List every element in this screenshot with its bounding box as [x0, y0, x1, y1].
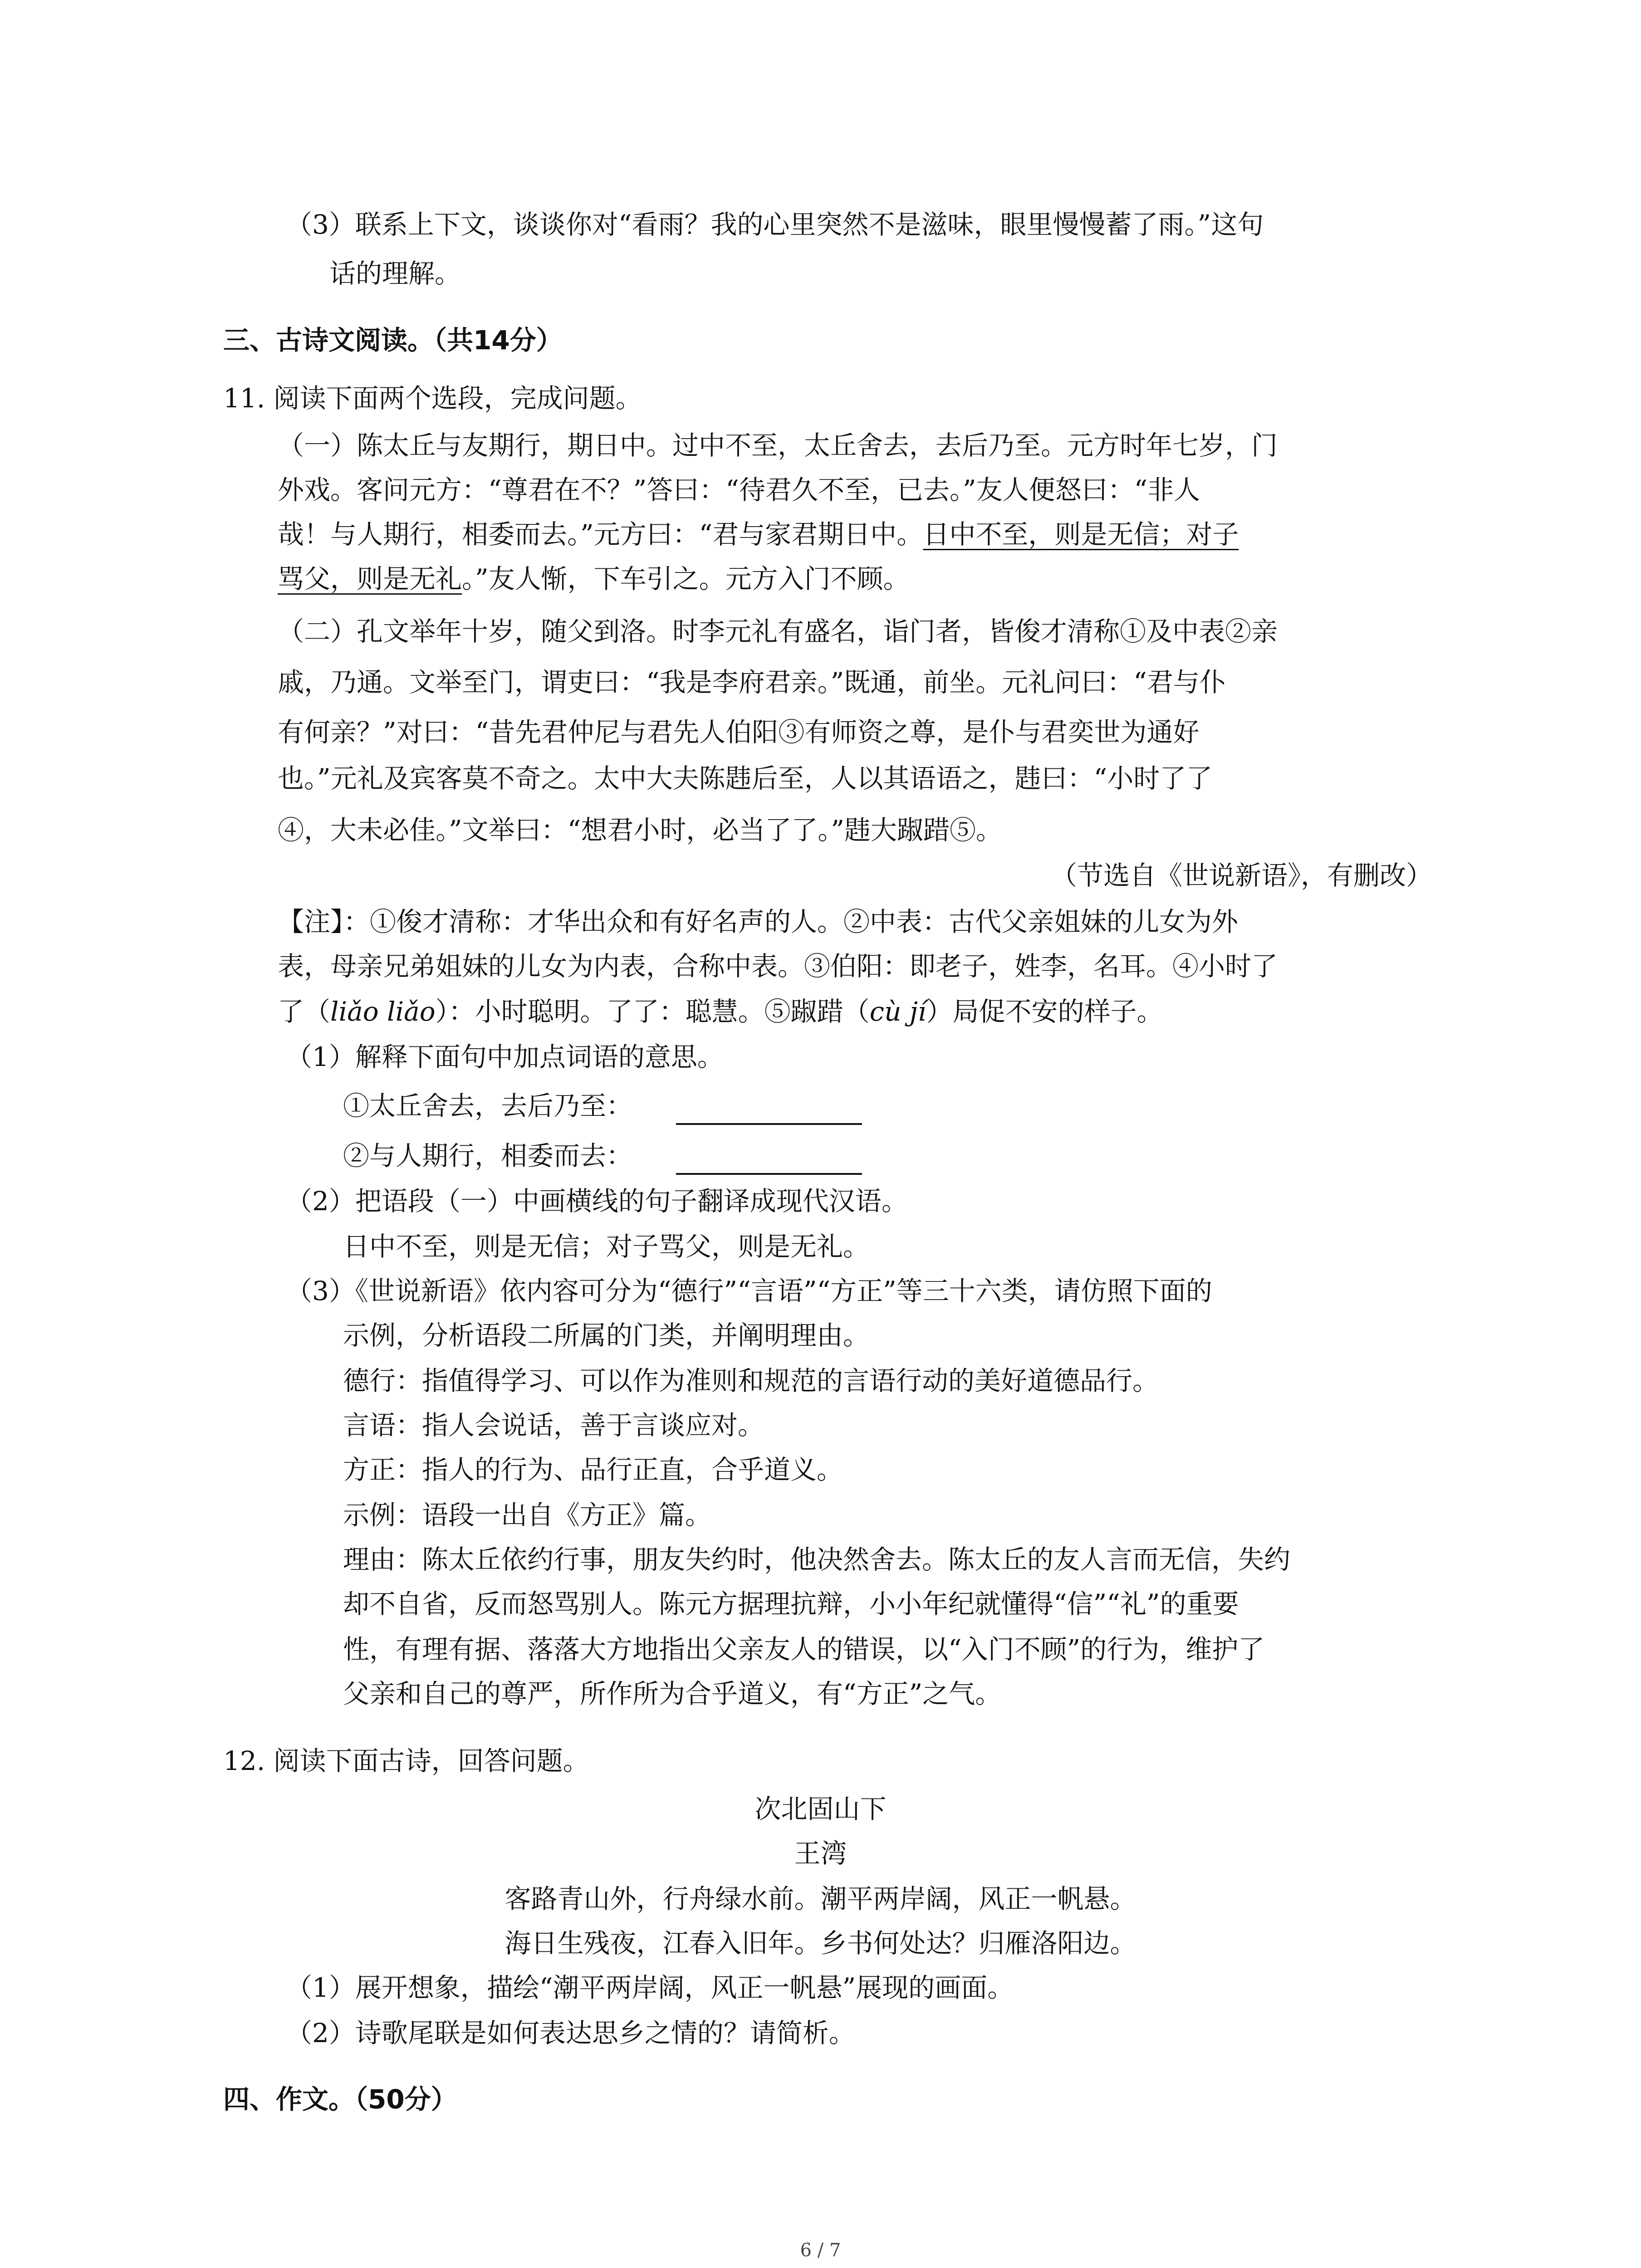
q11-passage1-line3	[278, 516, 1239, 552]
reason-line2: 却不自省，反而怒骂别人。陈元方据理抗辩，小小年纪就懂得“信”“礼”的重要	[343, 1589, 1239, 1619]
q11-sub1-item-a: ①太丘舍去，去后乃至：	[343, 1090, 633, 1121]
q11-passage2-line1-c: 亲	[1251, 616, 1278, 647]
example-line: 示例：语段一出自《方正》篇。	[343, 1500, 712, 1530]
q11-passage2-line4: 也。”元礼及宾客莫不奇之。太中大夫陈韪后至，人以其语语之，韪曰：“小时了了	[278, 763, 1213, 794]
pinyin-liaoliao: liǎo liǎo	[330, 996, 436, 1027]
q11-intro: 11. 阅读下面两个选段，完成问题。	[223, 383, 642, 414]
answer-blank-b[interactable]	[676, 1173, 862, 1175]
q11-sub2-sentence: 日中不至，则是无信；对子骂父，则是无礼。	[343, 1231, 870, 1262]
notes-line3-b: ）：小时聪明。了了：聪慧。⑤踧踖（	[435, 996, 870, 1027]
reason-line3: 性，有理有据、落落大方地指出父亲友人的错误，以“入门不顾”的行为，维护了	[343, 1634, 1265, 1665]
q11-passage2-line3	[278, 714, 1199, 750]
q11-sub1-item-b: ②与人期行，相委而去：	[343, 1140, 633, 1171]
q11-passage1-line2: 外戏。客问元方：“尊君在不？”答曰：“待君久不至，已去。”友人便怒曰：“非人	[278, 474, 1200, 505]
q11-underlined-sentence-part2: 骂父，则是无礼	[278, 563, 462, 594]
footnote-marker-1: ①	[1120, 616, 1146, 647]
q11-passage1-line1: （一）陈太丘与友期行，期日中。过中不至，太丘舍去，去后乃至。元方时年七岁，门	[278, 430, 1278, 461]
q11-passage2-line3-a: 有何亲？”对曰：“昔先君仲尼与君先人伯阳	[278, 717, 779, 748]
definition-fangzheng: 方正：指人的行为、品行正直，合乎道义。	[343, 1454, 843, 1485]
q11-passage1-line4-plain: 。”友人惭，下车引之。元方入门不顾。	[462, 563, 910, 594]
notes-line3-a: 了（	[278, 996, 331, 1027]
pinyin-cuji: cù jí	[869, 996, 926, 1027]
q11-passage2-line1-a: （二）孔文举年十岁，随父到洛。时李元礼有盛名，诣门者，皆俊才清称	[278, 616, 1120, 647]
q11-passage2-line5-b: 。	[976, 815, 1003, 846]
answer-blank-a[interactable]	[676, 1123, 862, 1125]
footnote-marker-4: ④	[278, 815, 304, 846]
reason-line4: 父亲和自己的尊严，所作所为合乎道义，有“方正”之气。	[343, 1678, 1002, 1709]
q10-sub3-line2: 话的理解。	[329, 258, 461, 289]
q11-sub1: （1）解释下面句中加点词语的意思。	[286, 1041, 724, 1072]
section3-heading: 三、古诗文阅读。（共14分）	[223, 325, 563, 356]
q11-passage2-line1-b: 及中表	[1146, 616, 1225, 647]
q11-notes-line3	[278, 993, 1163, 1030]
poem-author: 王湾	[794, 1838, 847, 1869]
q11-notes-line1: 【注】：①俊才清称：才华出众和有好名声的人。②中表：古代父亲姐妹的儿女为外	[278, 906, 1239, 937]
q11-sub3-line1: （3）《世说新语》依内容可分为“德行”“言语”“方正”等三十六类，请仿照下面的	[286, 1276, 1212, 1306]
q12-sub1: （1）展开想象，描绘“潮平两岸阔，风正一帆悬”展现的画面。	[286, 1972, 1014, 2003]
q11-passage2-line5-a: ，大未必佳。”文举曰：“想君小时，必当了了。”韪大踧踖	[304, 815, 950, 846]
q11-passage2-line3-b: 有师资之尊，是仆与君奕世为通好	[804, 717, 1200, 748]
q11-passage2-line5	[278, 812, 1002, 848]
footnote-marker-5: ⑤	[949, 815, 976, 846]
q12-sub2: （2）诗歌尾联是如何表达思乡之情的？请简析。	[286, 2018, 855, 2048]
q11-passage2-line2: 戚，乃通。文举至门，谓吏曰：“我是李府君亲。”既通，前坐。元礼问曰：“君与仆	[278, 667, 1226, 698]
poem-line2: 海日生残夜，江春入旧年。乡书何处达？归雁洛阳边。	[505, 1928, 1136, 1959]
page-number: 6 / 7	[800, 2240, 841, 2261]
q11-sub2: （2）把语段（一）中画横线的句子翻译成现代汉语。	[286, 1186, 908, 1217]
poem-title: 次北固山下	[754, 1794, 887, 1824]
q11-source: （节选自《世说新语》，有删改）	[1050, 860, 1432, 891]
definition-yanyu: 言语：指人会说话，善于言谈应对。	[343, 1410, 764, 1441]
footnote-marker-2: ②	[1225, 616, 1252, 647]
definition-dexing: 德行：指值得学习、可以作为准则和规范的言语行动的美好道德品行。	[343, 1365, 1159, 1396]
reason-line1: 理由：陈太丘依约行事，朋友失约时，他决然舍去。陈太丘的友人言而无信，失约	[343, 1544, 1291, 1575]
q11-underlined-sentence-part1: 日中不至，则是无信；对子	[923, 519, 1239, 550]
q10-sub3-line1: （3）联系上下文，谈谈你对“看雨？我的心里突然不是滋味，眼里慢慢蓄了雨。”这句	[286, 209, 1264, 240]
q12-intro: 12. 阅读下面古诗，回答问题。	[223, 1745, 589, 1776]
notes-line3-c: ）局促不安的样子。	[926, 996, 1163, 1027]
footnote-marker-3: ③	[778, 717, 805, 748]
q11-passage1-line3-plain: 哉！与人期行，相委而去。”元方曰：“君与家君期日中。	[278, 519, 923, 550]
q11-passage1-line4	[278, 561, 910, 597]
poem-line1: 客路青山外，行舟绿水前。潮平两岸阔，风正一帆悬。	[505, 1883, 1136, 1914]
q11-sub3-line2: 示例，分析语段二所属的门类，并阐明理由。	[343, 1320, 870, 1351]
section4-heading: 四、作文。（50分）	[223, 2084, 457, 2115]
q11-notes-line2: 表，母亲兄弟姐妹的儿女为内表，合称中表。③伯阳：即老子，姓李，名耳。④小时了	[278, 951, 1278, 982]
q11-passage2-line1	[278, 613, 1278, 650]
